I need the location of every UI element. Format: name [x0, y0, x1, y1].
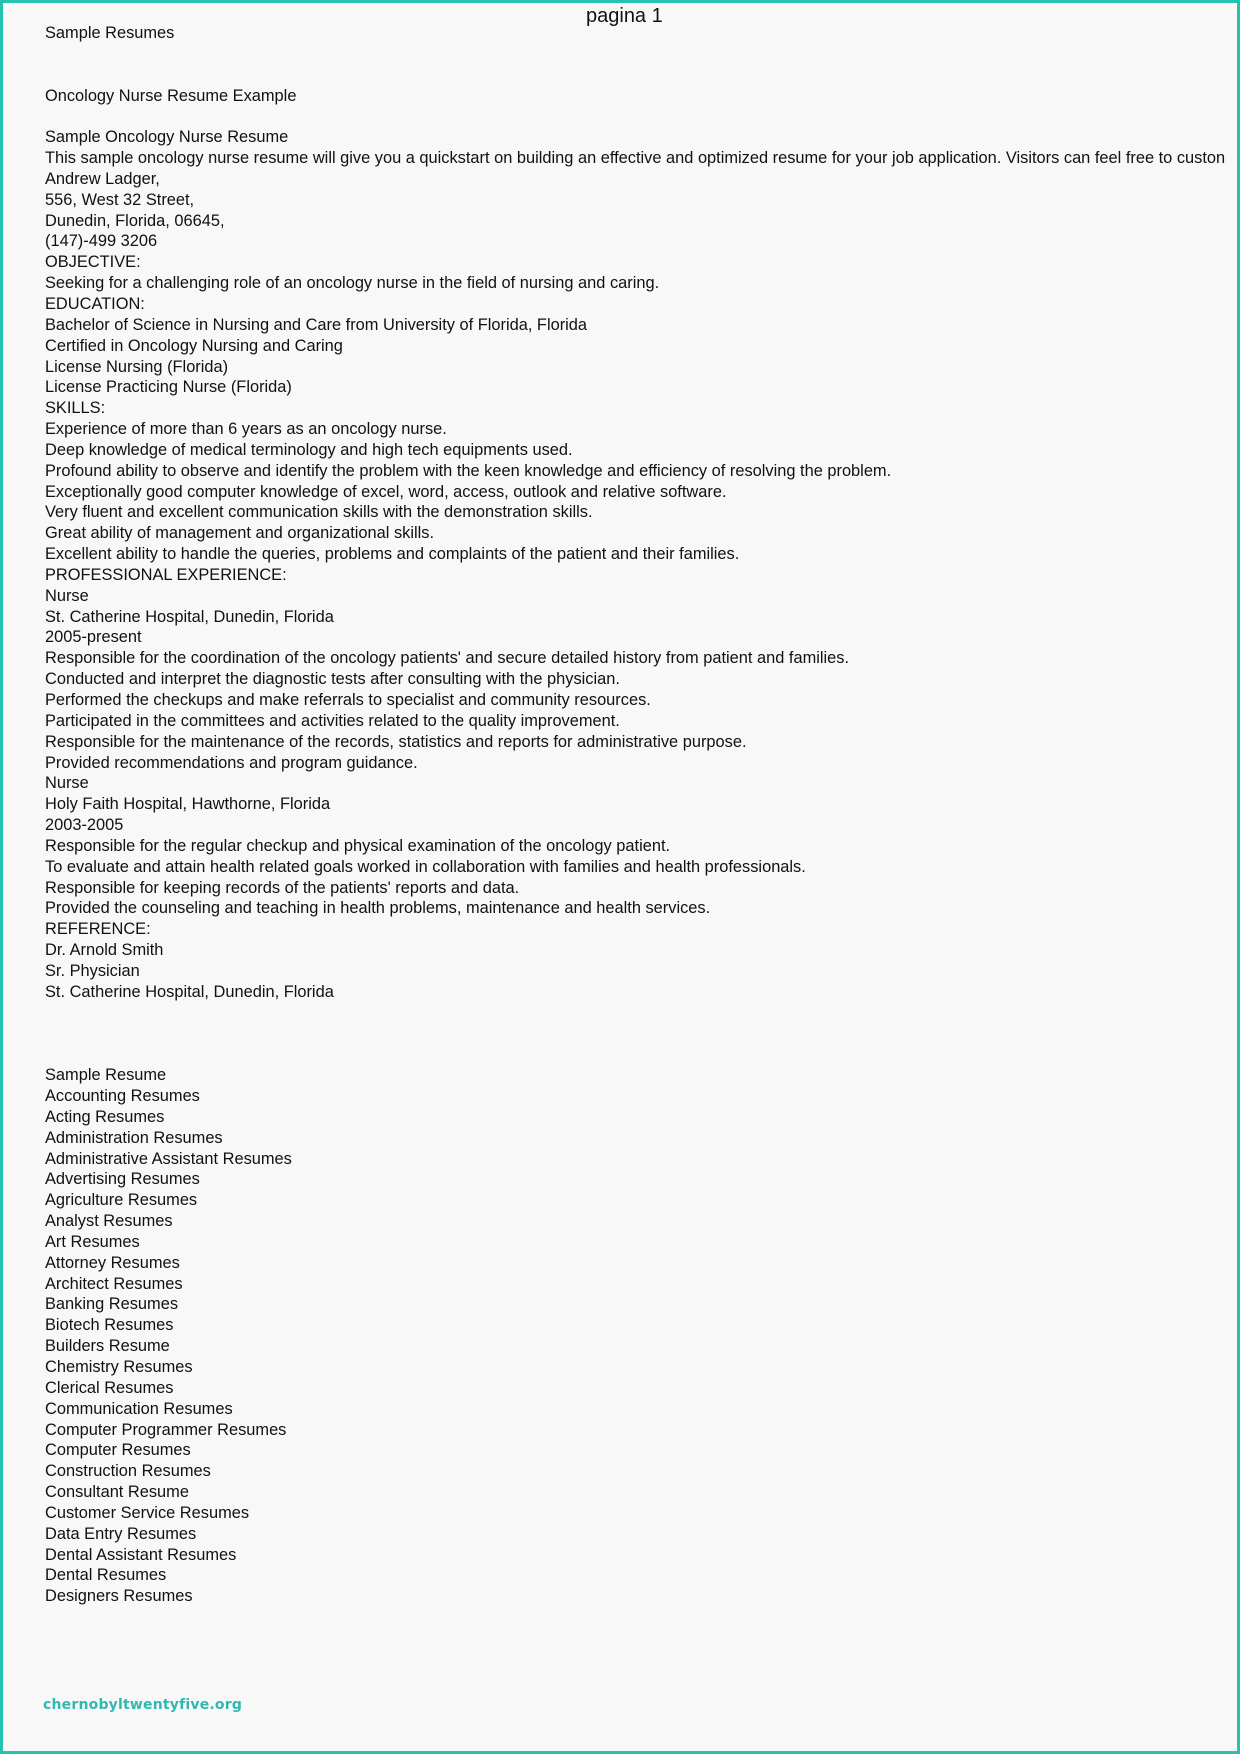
skill-item: Deep knowledge of medical terminology and high tech equipments used. [45, 440, 573, 459]
article-title: Oncology Nurse Resume Example [45, 86, 297, 105]
skill-item: Excellent ability to handle the queries, problems and complaints of the patient and their families. [45, 545, 740, 564]
job-duty: To evaluate and attain health related goals worked in collaboration with families and health professionals. [45, 857, 806, 876]
category-link[interactable]: Analyst Resumes [45, 1212, 173, 1231]
job-duty: Provided the counseling and teaching in health problems, maintenance and health services. [45, 899, 711, 918]
category-link[interactable]: Computer Programmer Resumes [45, 1420, 287, 1439]
job-duty: Performed the checkups and make referrals to specialist and community resources. [45, 691, 651, 709]
site-watermark: chernobyltwentyfive.org [43, 1697, 243, 1713]
resume-intro: This sample oncology nurse resume will give you a quickstart on building an effective and optimized resume for your job application. Visitors can feel free to custon [45, 149, 1226, 168]
category-link[interactable]: Construction Resumes [45, 1462, 211, 1481]
category-link[interactable]: Builders Resume [45, 1337, 170, 1356]
category-link[interactable]: Administration Resumes [45, 1128, 223, 1147]
category-link[interactable]: Clerical Resumes [45, 1378, 174, 1397]
skill-item: Profound ability to observe and identify the problem with the keen knowledge and efficiency of resolving the problem. [45, 461, 892, 480]
objective-text: Seeking for a challenging role of an oncology nurse in the field of nursing and caring. [45, 274, 660, 293]
job-duty: Conducted and interpret the diagnostic tests after consulting with the physician. [45, 670, 620, 689]
category-link[interactable]: Designers Resumes [45, 1587, 193, 1606]
contact-street: 556, West 32 Street, [45, 190, 195, 209]
category-link[interactable]: Dental Assistant Resumes [45, 1545, 237, 1564]
education-item: License Nursing (Florida) [45, 357, 229, 376]
job-duty: Responsible for the regular checkup and physical examination of the oncology patient. [45, 836, 671, 855]
spacer [45, 1003, 1237, 1066]
job-title: Nurse [45, 774, 89, 793]
reference-position: Sr. Physician [45, 961, 140, 980]
spacer [45, 44, 1237, 86]
job-employer: St. Catherine Hospital, Dunedin, Florida [45, 607, 334, 626]
category-link[interactable]: Administrative Assistant Resumes [45, 1149, 292, 1168]
objective-heading: OBJECTIVE: [45, 253, 141, 272]
categories-heading: Sample Resume [45, 1066, 167, 1085]
skill-item: Very fluent and excellent communication skills with the demonstration skills. [45, 503, 593, 522]
skill-item: Exceptionally good computer knowledge of excel, word, access, outlook and relative software. [45, 482, 727, 501]
category-link[interactable]: Consultant Resume [45, 1483, 189, 1502]
job-employer: Holy Faith Hospital, Hawthorne, Florida [45, 795, 331, 814]
site-title: Sample Resumes [45, 24, 175, 42]
category-link[interactable]: Biotech Resumes [45, 1316, 174, 1335]
resume-heading: Sample Oncology Nurse Resume [45, 128, 289, 147]
reference-employer: St. Catherine Hospital, Dunedin, Florida [45, 982, 334, 1001]
page-number: pagina 1 [586, 5, 663, 27]
skill-item: Experience of more than 6 years as an oncology nurse. [45, 420, 447, 439]
category-link[interactable]: Computer Resumes [45, 1441, 191, 1460]
job-period: 2005-present [45, 628, 142, 647]
job-duty: Provided recommendations and program guidance. [45, 753, 418, 772]
category-link[interactable]: Acting Resumes [45, 1107, 165, 1126]
category-link[interactable]: Architect Resumes [45, 1274, 183, 1293]
skill-item: Great ability of management and organizational skills. [45, 524, 435, 543]
category-link[interactable]: Advertising Resumes [45, 1170, 200, 1189]
contact-city: Dunedin, Florida, 06645, [45, 211, 225, 230]
category-link[interactable]: Communication Resumes [45, 1399, 233, 1418]
job-duty: Responsible for the maintenance of the records, statistics and reports for administrative purpose. [45, 732, 747, 751]
contact-phone: (147)-499 3206 [45, 232, 158, 251]
reference-name: Dr. Arnold Smith [45, 941, 164, 960]
job-period: 2003-2005 [45, 816, 124, 835]
category-link[interactable]: Attorney Resumes [45, 1253, 180, 1272]
category-link[interactable]: Customer Service Resumes [45, 1503, 250, 1522]
job-title: Nurse [45, 586, 89, 605]
category-link[interactable]: Accounting Resumes [45, 1087, 200, 1105]
contact-name: Andrew Ladger, [45, 169, 160, 188]
education-item: License Practicing Nurse (Florida) [45, 378, 292, 397]
category-link[interactable]: Agriculture Resumes [45, 1191, 198, 1210]
category-link[interactable]: Dental Resumes [45, 1566, 167, 1585]
job-duty: Responsible for the coordination of the oncology patients' and secure detailed history from patient and families. [45, 649, 850, 668]
education-heading: EDUCATION: [45, 294, 145, 313]
reference-heading: REFERENCE: [45, 920, 151, 939]
job-duty: Responsible for keeping records of the patients' reports and data. [45, 878, 520, 897]
category-link[interactable]: Chemistry Resumes [45, 1357, 193, 1376]
job-duty: Participated in the committees and activities related to the quality improvement. [45, 711, 620, 730]
experience-heading: PROFESSIONAL EXPERIENCE: [45, 565, 287, 584]
category-link[interactable]: Art Resumes [45, 1232, 140, 1251]
category-link[interactable]: Data Entry Resumes [45, 1524, 197, 1543]
skills-heading: SKILLS: [45, 399, 106, 418]
category-link[interactable]: Banking Resumes [45, 1295, 179, 1314]
document-content [45, 23, 1237, 1607]
education-item: Certified in Oncology Nursing and Caring [45, 336, 343, 355]
spacer [45, 106, 1237, 127]
education-item: Bachelor of Science in Nursing and Care from University of Florida, Florida [45, 315, 588, 334]
